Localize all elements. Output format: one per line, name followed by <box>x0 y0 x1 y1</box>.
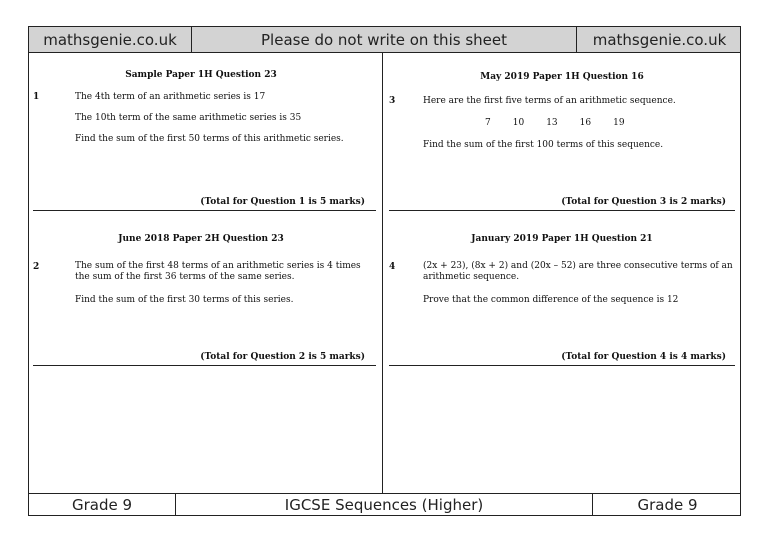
sequence-term: 16 <box>579 118 592 128</box>
question-4-source: January 2019 Paper 1H Question 21 <box>471 234 653 244</box>
question-3 <box>389 71 735 150</box>
footer-right: Grade 9 <box>592 494 742 515</box>
footer-left: Grade 9 <box>71 495 133 514</box>
sequence-term: 10 <box>512 118 525 128</box>
header-center: Please do not write on this sheet <box>191 27 576 52</box>
header-bar <box>29 27 740 53</box>
question-2-body <box>75 261 367 306</box>
question-3-total: (Total for Question 3 is 2 marks) <box>561 197 726 207</box>
question-4 <box>389 233 735 305</box>
question-2 <box>33 233 369 305</box>
question-1-line-2: The 10th term of the same arithmetic series is 35 <box>75 113 302 123</box>
sequence-terms <box>423 117 733 129</box>
question-1-source: Sample Paper 1H Question 23 <box>125 70 277 80</box>
question-3-line-1: Here are the first five terms of an arithmetic sequence. <box>423 96 676 106</box>
question-2-line-1: The sum of the first 48 terms of an arithmetic series is 4 times the sum of the first 36 terms of the same series. <box>75 261 361 282</box>
question-4-divider <box>389 365 735 366</box>
question-1-number: 1 <box>33 92 40 102</box>
footer-center: IGCSE Sequences (Higher) <box>175 494 592 515</box>
question-2-divider <box>33 365 376 366</box>
question-4-line-2: Prove that the common difference of the sequence is 12 <box>423 295 679 305</box>
question-1-body <box>75 91 369 145</box>
worksheet <box>28 26 741 516</box>
question-1-line-1: The 4th term of an arithmetic series is 17 <box>75 92 266 102</box>
header-left: mathsgenie.co.uk <box>43 30 177 49</box>
question-4-body <box>423 261 735 306</box>
question-3-number: 3 <box>389 96 396 106</box>
sequence-term: 19 <box>613 118 625 128</box>
question-2-line-2: Find the sum of the first 30 terms of this series. <box>75 295 294 305</box>
question-4-number: 4 <box>389 262 396 272</box>
question-1-divider <box>33 210 376 211</box>
question-3-line-2: Find the sum of the first 100 terms of this sequence. <box>423 140 664 150</box>
question-2-number: 2 <box>33 262 40 272</box>
question-4-line-1: (2x + 23), (8x + 2) and (20x – 52) are three consecutive terms of an arithmetic sequence. <box>423 261 733 282</box>
sequence-term: 13 <box>546 118 558 128</box>
question-2-source: June 2018 Paper 2H Question 23 <box>118 234 284 244</box>
question-1-line-3: Find the sum of the first 50 terms of this arithmetic series. <box>75 134 344 144</box>
question-1-total: (Total for Question 1 is 5 marks) <box>200 197 365 207</box>
sequence-term: 7 <box>485 118 491 128</box>
question-3-divider <box>389 210 735 211</box>
question-1 <box>33 69 369 144</box>
question-3-source: May 2019 Paper 1H Question 16 <box>480 72 644 82</box>
question-3-body <box>423 95 733 151</box>
question-4-total: (Total for Question 4 is 4 marks) <box>561 352 726 362</box>
footer-bar <box>29 493 740 515</box>
header-right: mathsgenie.co.uk <box>576 27 742 52</box>
column-divider <box>382 53 383 494</box>
question-2-total: (Total for Question 2 is 5 marks) <box>200 352 365 362</box>
